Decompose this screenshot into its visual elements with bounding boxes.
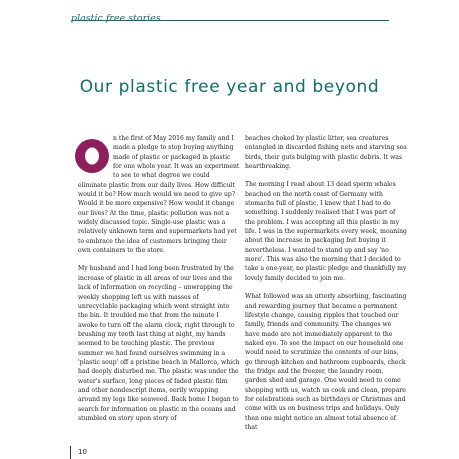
chapter-title: Our plastic free year and beyond	[79, 77, 380, 97]
paragraph: My husband and I had long been frustrated by the increase of plastic in all areas of our lives and the lack of information on recycling – unwrapping the weekly shopping left us with masses of unrecyclable packaging which went straight into the bin. It troubled me that from the minute I awoke to turn off the alarm clock, right through to brushing my teeth last thing at night, my hands seemed to be touching plastic. The previous summer we had found ourselves swimming in a 'plastic soup' off a pristine beach in Mallorca, which had deeply disturbed me. The plastic was under the water's surface, long pieces of faded plastic film and other nondescript items, eerily wrapping around my legs like seaweed. Back home I began to search for information on plastic in the oceans and stumbled on story upon story of	[78, 265, 240, 422]
left-column	[78, 134, 240, 432]
paragraph: What followed was an utterly absorbing, fascinating and rewarding journey that became a permanent lifestyle change, causing ripples that touched our family, friends and community. The changes we have made are not immediately apparent to the naked eye. To see the impact on our household one would need to scrutinize the contents of our bins, go through kitchen and bathroom cupboards, check the fridge and the freezer, the laundry room, garden shed and garage. One would need to come shopping with us, watch us cook and clean, prepare for celebrations such as birthdays or Christmas and come with us on business trips and holidays. Only then one might notice an almost total absence of that	[245, 293, 407, 431]
folio-rule	[70, 446, 71, 459]
right-column	[245, 134, 407, 441]
paragraph: beaches choked by plastic litter, sea creatures entangled in discarded fishing nets and starving sea birds, their guts bulging with plastic debris. It was heartbreaking.	[245, 135, 407, 171]
paragraph-text: n the first of May 2016 my family and I made a pledge to stop buying anything made of plastic or packaged in plastic for one whole year. It was an experiment to see to what degree we could eliminate plastic from our daily lives. How difficult would it be? How much would we need to give up? Would it be more expensive? How would it change our lives? At the time, plastic pollution was not a widely discussed topic. Single-use plastic was a relatively unknown term and supermarkets had yet to embrace the idea of customers bringing their own containers to the store.	[78, 135, 240, 255]
running-head	[71, 6, 389, 24]
paragraph: The morning I read about 13 dead sperm whales beached on the north coast of Germany with stomachs full of plastic, I knew that I had to do something. I suddenly realised that I was part of the problem. I was accepting all this plastic in my life. I was in the supermarkets every week, moaning about the increase in packaging but buying it nevertheless. I wanted to stand up and say 'no more'. This was also the morning that I decided to take a one-year, no plastic pledge and thankfully my lovely family decided to join me.	[245, 181, 407, 282]
drop-cap	[74, 138, 110, 174]
drop-cap-graphic	[74, 138, 110, 174]
page-number: 10	[78, 448, 87, 456]
running-head-text: plastic free stories	[71, 13, 161, 24]
paragraph	[78, 134, 240, 255]
